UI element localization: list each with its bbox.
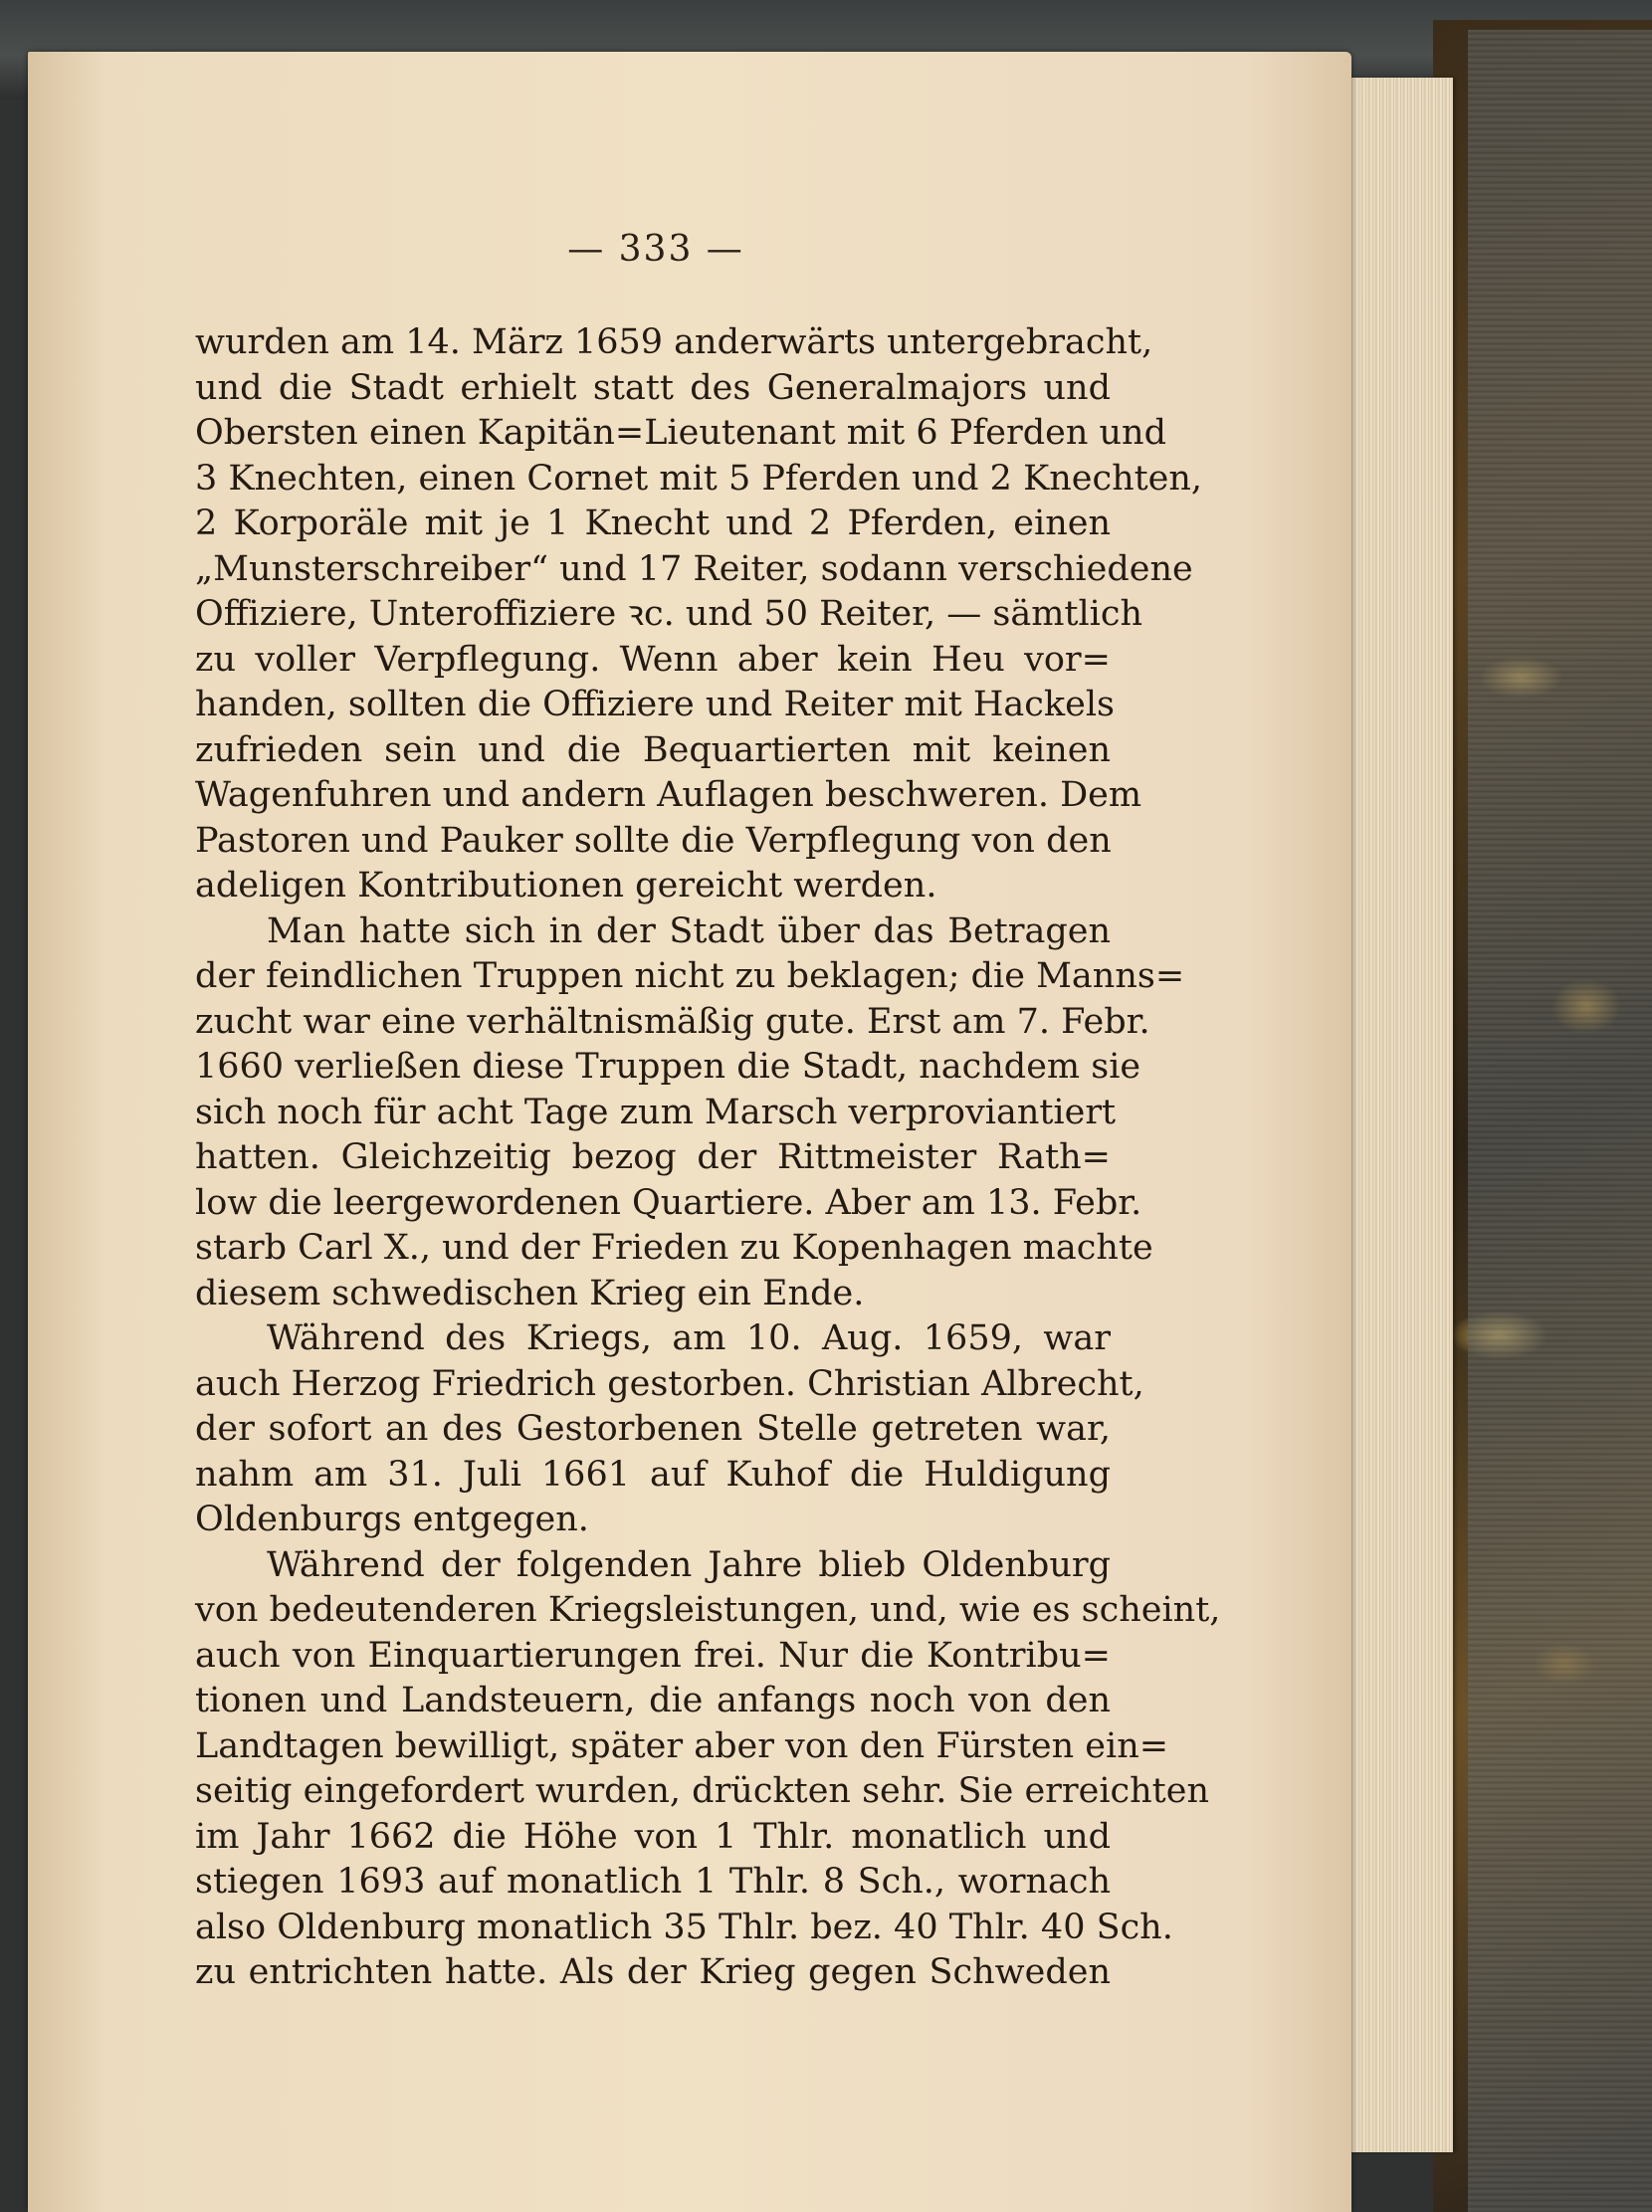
text-line: Obersten einen Kapitän=Lieutenant mit 6 Pferden und xyxy=(195,413,1166,453)
text-line: Während der folgenden Jahre blieb Oldenburg xyxy=(267,1544,1111,1585)
text-line: low die leergewordenen Quartiere. Aber am 13. Febr. xyxy=(195,1182,1142,1223)
text-line: also Oldenburg monatlich 35 Thlr. bez. 40 Thlr. 40 Sch. xyxy=(195,1907,1173,1947)
text-line: zu voller Verpflegung. Wenn aber kein Heu vor= xyxy=(195,639,1111,680)
text-line: von bedeutenderen Kriegsleistungen, und, wie es scheint, xyxy=(195,1590,1221,1630)
text-line: der feindlichen Truppen nicht zu beklagen; die Manns= xyxy=(195,956,1185,996)
page-edges xyxy=(1339,78,1453,2152)
text-line: „Munsterschreiber“ und 17 Reiter, sodann verschiedene xyxy=(195,548,1193,589)
text-line: Man hatte sich in der Stadt über das Betragen xyxy=(267,910,1111,951)
text-line: 1660 verließen diese Truppen die Stadt, nachdem sie xyxy=(195,1047,1141,1087)
text-line: und die Stadt erhielt statt des Generalmajors und xyxy=(195,367,1111,408)
text-line: Wagenfuhren und andern Auflagen beschweren. Dem xyxy=(195,775,1142,815)
body-text xyxy=(195,320,1221,1996)
text-line: nahm am 31. Juli 1661 auf Kuhof die Huldigung xyxy=(195,1454,1111,1495)
text-line: auch von Einquartierungen frei. Nur die Kontribu= xyxy=(195,1635,1111,1676)
text-line: tionen und Landsteuern, die anfangs noch von den xyxy=(195,1681,1111,1720)
text-line: handen, sollten die Offiziere und Reiter mit Hackels xyxy=(195,685,1115,724)
text-line: diesem schwedischen Krieg ein Ende. xyxy=(195,1273,865,1313)
text-line: im Jahr 1662 die Höhe von 1 Thlr. monatlich und xyxy=(195,1816,1111,1857)
text-line: stiegen 1693 auf monatlich 1 Thlr. 8 Sch., wornach xyxy=(195,1862,1111,1902)
text-line: hatten. Gleichzeitig bezog der Rittmeister Rath= xyxy=(195,1137,1111,1177)
book-page xyxy=(28,52,1351,2212)
text-line: 2 Korporäle mit je 1 Knecht und 2 Pferden, einen xyxy=(195,503,1111,543)
text-line: wurden am 14. März 1659 anderwärts untergebracht, xyxy=(195,322,1153,362)
text-line: seitig eingefordert wurden, drückten sehr. Sie erreichten xyxy=(195,1771,1209,1811)
text-line: adeligen Kontributionen gereicht werden. xyxy=(195,866,937,905)
text-line: auch Herzog Friedrich gestorben. Christian Albrecht, xyxy=(195,1363,1144,1404)
book-spine xyxy=(1468,30,1652,2212)
text-line: Pastoren und Pauker sollte die Verpflegung von den xyxy=(195,820,1112,861)
text-line: Landtagen bewilligt, später aber von den Fürsten ein= xyxy=(195,1725,1169,1766)
text-line: zu entrichten hatte. Als der Krieg gegen Schweden xyxy=(195,1952,1111,1992)
text-line: starb Carl X., und der Frieden zu Kopenhagen machte xyxy=(195,1228,1153,1268)
page-number: — 333 — xyxy=(567,229,744,270)
text-line: zucht war eine verhältnismäßig gute. Erst am 7. Febr. xyxy=(195,1001,1150,1042)
text-line: sich noch für acht Tage zum Marsch verproviantiert xyxy=(195,1092,1117,1132)
text-line: zufrieden sein und die Bequartierten mit keinen xyxy=(195,729,1111,770)
text-line: 3 Knechten, einen Cornet mit 5 Pferden und 2 Knechten, xyxy=(195,458,1203,499)
text-line: Offiziere, Unteroffiziere ꝛc. und 50 Reiter, — sämtlich xyxy=(195,594,1143,634)
text-line: Während des Kriegs, am 10. Aug. 1659, war xyxy=(267,1318,1111,1358)
text-line: der sofort an des Gestorbenen Stelle getreten war, xyxy=(195,1409,1111,1449)
text-line: Oldenburgs entgegen. xyxy=(195,1500,589,1539)
